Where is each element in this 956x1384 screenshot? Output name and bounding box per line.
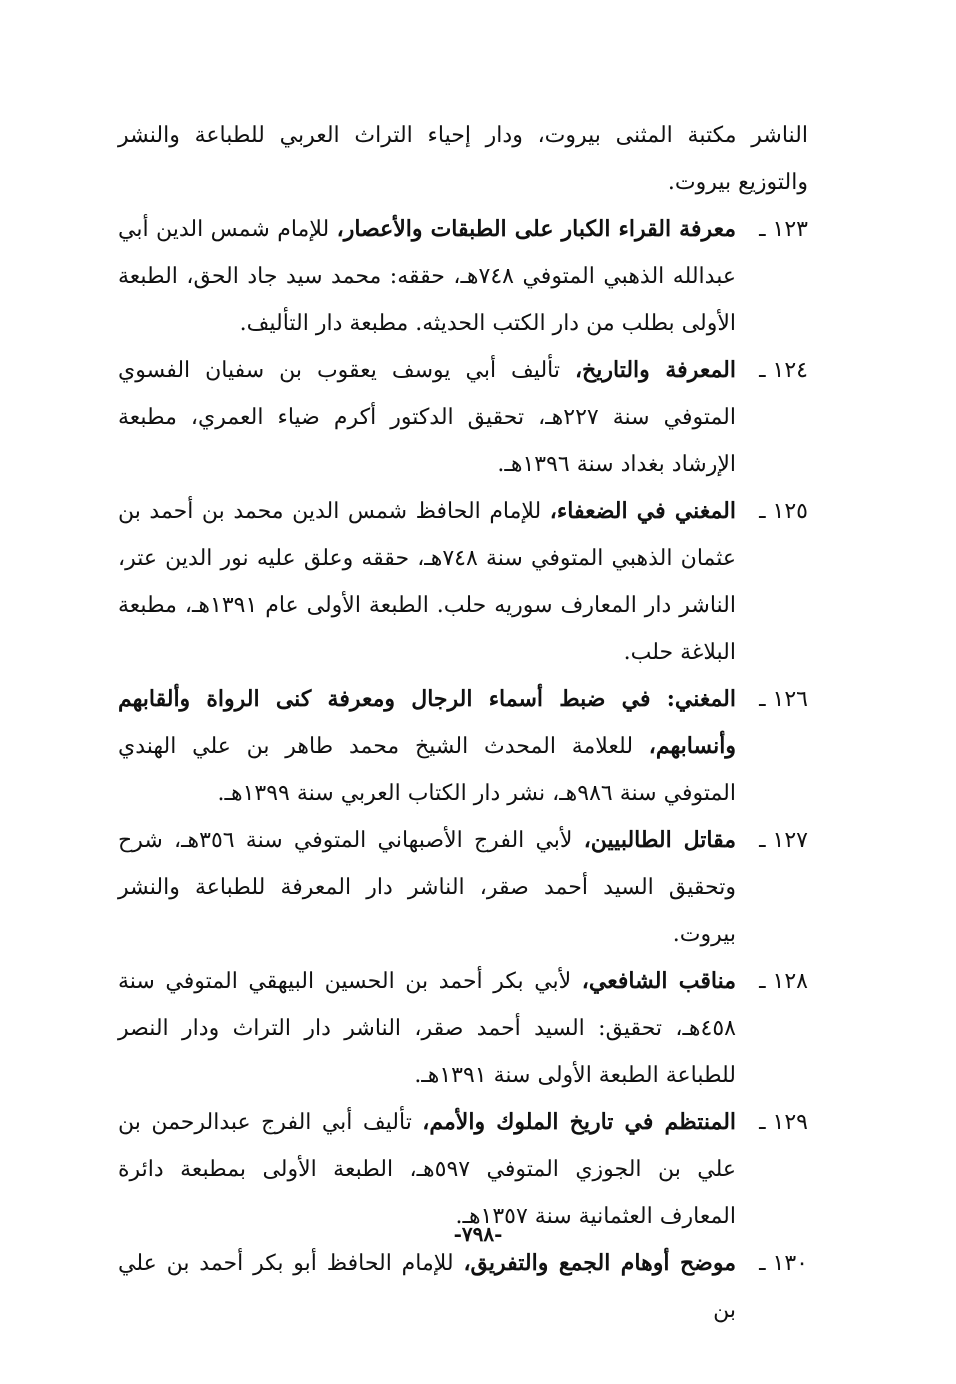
bibliography-entry-125 (118, 488, 808, 676)
entry-body: للإمام شمس الدين أبي عبدالله الذهبي المتوفي ٧٤٨هـ، حققه: محمد سيد جاد الحق، الطبعة الأولى بطلب من دار الكتب الحديثه. مطبعة دار التأليف. (118, 217, 736, 336)
entry-number: ١٣٠ ـ (759, 1251, 808, 1276)
intro-paragraph: الناشر مكتبة المثنى بيروت، ودار إحياء التراث العربي للطباعة والنشر والتوزيع بيروت. (118, 123, 808, 195)
entry-body: للعلامة المحدث الشيخ محمد طاهر بن علي الهندي المتوفي سنة ٩٨٦هـ، نشر دار الكتاب العربي سنة ١٣٩٩هـ. (118, 734, 736, 806)
text-block (118, 112, 808, 1334)
bibliography-entry-127 (118, 817, 808, 958)
entry-body: تأليف أبي يوسف يعقوب بن سفيان الفسوي المتوفي سنة ٢٢٧هـ، تحقيق الدكتور أكرم ضياء العمري، مطبعة الإرشاد بغداد سنة ١٣٩٦هـ. (118, 358, 736, 477)
entry-body: لأبي الفرج الأصبهاني المتوفي سنة ٣٥٦هـ، شرح وتحقيق السيد أحمد صقر، الناشر دار المعرفة للطباعة والنشر بيروت. (118, 828, 736, 947)
bibliography-entry-126 (118, 676, 808, 817)
entry-number: ١٢٨ ـ (759, 969, 808, 994)
bibliography-entry-124 (118, 347, 808, 488)
entry-body: لأبي بكر أحمد بن الحسين البيهقي المتوفي سنة ٤٥٨هـ، تحقيق: السيد أحمد صقر، الناشر دار التراث ودار النصر للطباعة الطبعة الأولى سنة ١٣٩١هـ. (118, 969, 736, 1088)
entry-number: ١٢٩ ـ (759, 1110, 808, 1135)
entry-body: للإمام الحافظ أبو بكر أحمد بن علي بن (118, 1251, 736, 1323)
entry-title: المغني في الضعفاء، (549, 498, 736, 524)
entry-body: للإمام الحافظ شمس الدين محمد بن أحمد بن عثمان الذهبي المتوفي سنة ٧٤٨هـ، حققه وعلق عليه نور الدين عتر، الناشر دار المعارف سوريه حلب. الطبعة الأولى عام ١٣٩١هـ، مطبعة البلاغة حلب. (118, 499, 737, 665)
entry-title: المغني: في ضبط أسماء الرجال ومعرفة كنى الرواة وألقابهم وأنسابهم، (118, 686, 736, 759)
bibliography-entry-123 (118, 206, 808, 347)
entry-title: المنتظم في تاريخ الملوك والأمم، (422, 1109, 737, 1135)
entry-number: ١٢٤ ـ (759, 358, 808, 383)
bibliography-entry-129 (118, 1099, 808, 1240)
bibliography-entry-128 (118, 958, 808, 1099)
entry-title: مناقب الشافعي، (581, 968, 736, 994)
entry-title: موضح أوهام الجمع والتفريق، (463, 1250, 736, 1276)
bibliography-entry-130 (118, 1240, 808, 1334)
entry-title: معرفة القراء الكبار على الطبقات والأعصار، (336, 216, 736, 242)
entry-title: المعرفة والتاريخ، (574, 357, 736, 383)
entry-title: مقاتل الطالبيين، (583, 827, 736, 853)
entry-number: ١٢٦ ـ (759, 687, 808, 712)
entry-body: تأليف أبي الفرج عبدالرحمن بن علي بن الجوزي المتوفي ٥٩٧هـ، الطبعة الأولى بمطبعة دائرة المعارف العثمانية سنة ١٣٥٧هـ. (118, 1110, 736, 1229)
entry-number: ١٢٥ ـ (759, 499, 808, 524)
entry-number: ١٢٣ ـ (759, 217, 808, 242)
entry-number: ١٢٧ ـ (759, 828, 808, 853)
page-number: -٧٩٨- (453, 1222, 503, 1246)
